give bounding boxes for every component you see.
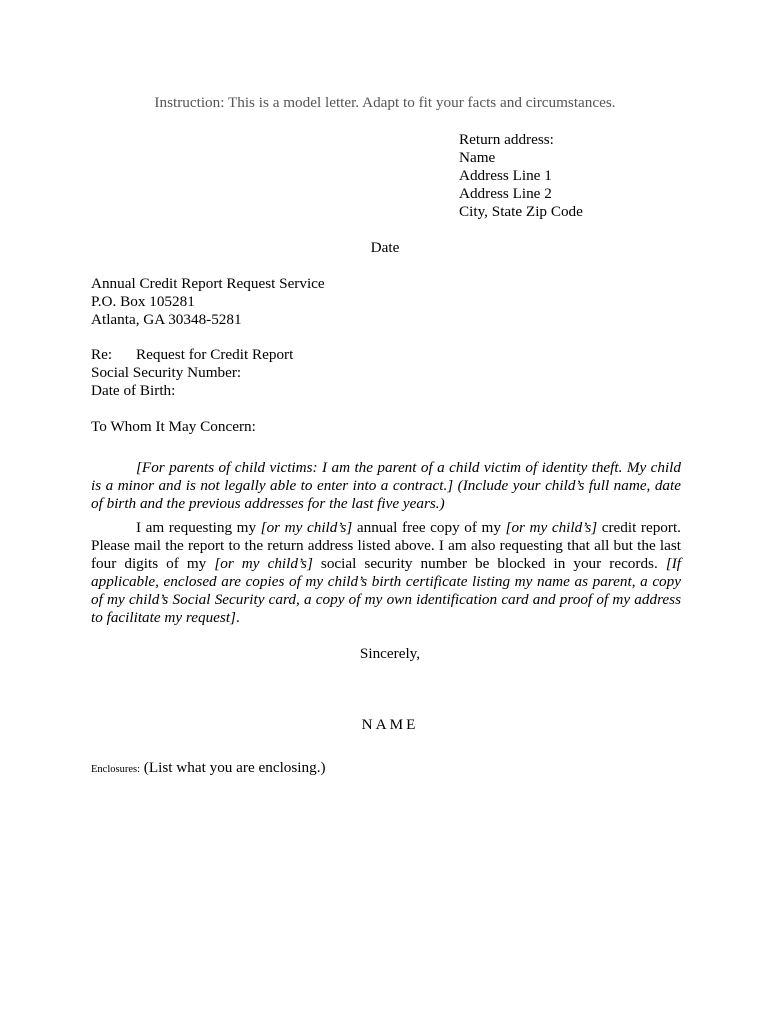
enclosures-line [91,759,326,779]
re-dob: Date of Birth: [91,382,176,399]
paragraph-request-italic-1: [or my child’s] [260,519,353,536]
paragraph-request-italic-3: [or my child’s] [214,555,313,572]
enclosures-text: (List what you are enclosing.) [140,759,326,776]
return-address-city-state-zip: City, State Zip Code [459,203,583,220]
re-block [91,346,491,400]
paragraph-request-italic-4: [If applicable, enclosed are copies of my child’s birth certificate listing my name as parent, a copy of my child’s Social Security card, a copy of my own identification card and proof of my address to facilitate my request] [91,555,681,626]
closing: Sincerely, [359,645,421,662]
paragraph-request-italic-2: [or my child’s] [505,519,598,536]
paragraph-request-text-5: . [235,609,240,626]
return-address-block [459,131,759,221]
recipient-address-block [91,275,491,329]
letter-date: Date [370,239,400,256]
re-subject: Request for Credit Report [136,346,294,363]
paragraph-request-text-4: social security number be blocked in your records. [312,555,666,572]
recipient-city: Atlanta, GA 30348-5281 [91,311,242,328]
paragraph-request-text-1: I am requesting my [136,519,261,536]
paragraph-request-text-2: annual free copy of my [352,519,506,536]
paragraph-child-victim: [For parents of child victims: I am the parent of a child victim of identity theft. My child is a minor and is not legally able to enter into a contract.] (Include your child’s full name, date of birth and the previous addresses for the last five years.) [91,459,681,512]
paragraph-request [91,519,681,627]
re-ssn: Social Security Number: [91,364,242,381]
salutation: To Whom It May Concern: [91,418,256,435]
return-address-line2: Address Line 2 [459,185,552,202]
recipient-po-box: P.O. Box 105281 [91,293,195,310]
instruction-text: Instruction: This is a model letter. Adapt to fit your facts and circumstances. [154,94,616,111]
enclosures-label: Enclosures: [91,764,140,775]
return-address-label: Return address: [459,131,554,148]
return-address-name: Name [459,149,496,166]
return-address-line1: Address Line 1 [459,167,552,184]
paragraph-request-text-3: credit report. Please mail the report to the return address listed above. I am also requesting that all but the last four digits of my [91,519,681,572]
re-line [91,346,491,364]
re-label: Re: [91,346,113,363]
signature-name: NAME [361,716,419,733]
recipient-org: Annual Credit Report Request Service [91,275,325,292]
